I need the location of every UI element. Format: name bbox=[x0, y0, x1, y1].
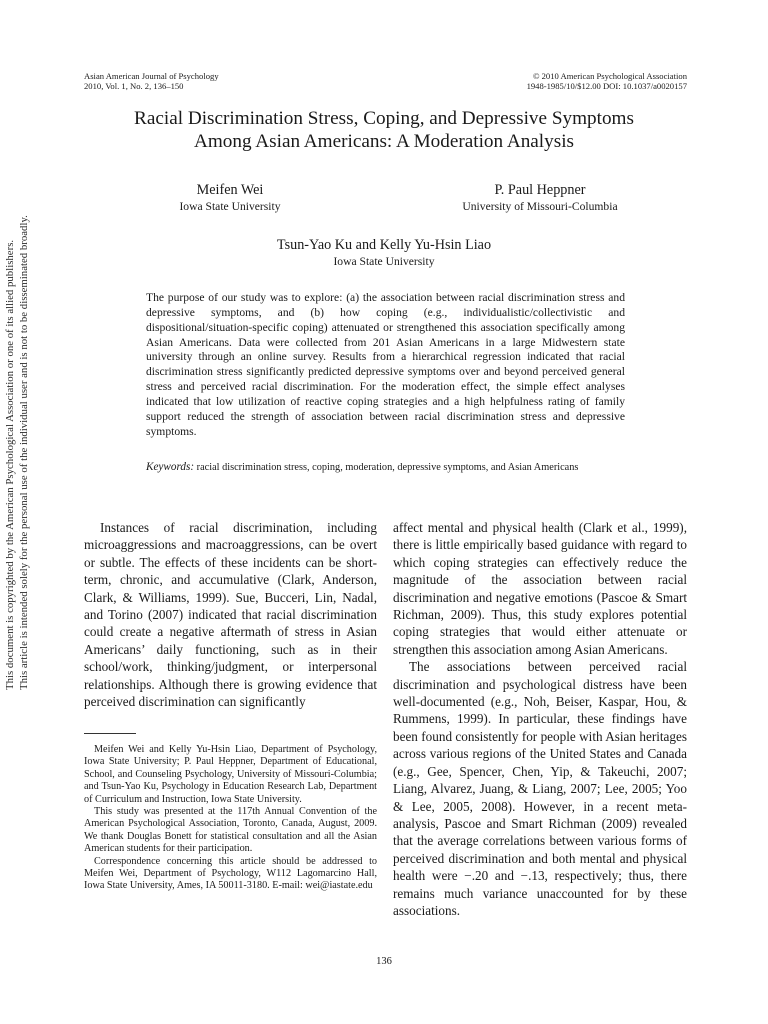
body-column-left bbox=[84, 519, 377, 710]
doi-line: 1948-1985/10/$12.00 DOI: 10.1037/a0020157 bbox=[526, 81, 687, 91]
running-header-right bbox=[527, 71, 687, 91]
body-paragraph: affect mental and physical health (Clark et al., 1999), there is little empirically based guidance with regard to which coping strategies can effectively reduce the magnitude of the association between racial discrimination and negative emotions (Pascoe & Smart Richman, 2009). Thus, this study explores potential coping strategies that would either attenuate or strengthen this association among Asian Americans. bbox=[393, 520, 687, 657]
author-affiliation: Iowa State University bbox=[333, 255, 435, 268]
keywords-label: Keywords: bbox=[146, 461, 195, 473]
keywords-text: racial discrimination stress, coping, moderation, depressive symptoms, and Asian Americans bbox=[196, 462, 579, 473]
running-header-left bbox=[84, 71, 219, 91]
author-affiliation: University of Missouri-Columbia bbox=[462, 200, 618, 213]
page-number: 136 bbox=[376, 956, 392, 967]
author-name: Tsun-Yao Ku and Kelly Yu-Hsin Liao bbox=[276, 237, 492, 253]
footnote: Meifen Wei and Kelly Yu-Hsin Liao, Department of Psychology, Iowa State University; P. Paul Heppner, Department of Educational, School, and Counseling Psychology, University of Missouri-Columbia; and Tsun-Yao Ku, Psychology in Education Research Lab, Department of Curriculum and Instruction, Iowa State University. bbox=[84, 744, 377, 805]
author-name: Meifen Wei bbox=[196, 182, 264, 198]
title-line-1: Racial Discrimination Stress, Coping, and Depressive Symptoms bbox=[134, 108, 634, 129]
abstract: The purpose of our study was to explore: (a) the association between racial discrimination stress and depressive symptoms, and (b) how coping (e.g., individualistic/collectivistic and dispositional/situation-specific coping) attenuated or strengthened this association specifically among Asian Americans. Data were collected from 201 Asian Americans in a large Midwestern state university through an online survey. Results from a hierarchical regression indicated that racial discrimination stress significantly predicted depressive symptoms over and beyond perceived general stress and perceived racial discrimination. For the moderation effect, the simple effect analyses indicated that low utilization of reactive coping strategies and a high helpfulness rating of family support reduced the strength of association between racial discrimination stress and depressive symptoms. bbox=[146, 291, 625, 438]
body-paragraph: Instances of racial discrimination, including microaggressions and macroaggressions, can be overt or subtle. The effects of these incidents can be short-term, chronic, and accumulative (Clark, Anderson, Clark, & Williams, 1999). Sue, Bucceri, Lin, Nadal, and Torino (2007) indicated that racial discrimination could create a negative aftermath of stress in Asian Americans’ daily functioning, such as in their school/work, thinking/judgment, or interpersonal relationships. Although there is growing evidence that perceived discrimination can significantly bbox=[84, 520, 377, 710]
side-notice-line-1: This document is copyrighted by the American Psychological Association or one of its allied publishers. bbox=[4, 239, 16, 690]
copyright-line: © 2010 American Psychological Association bbox=[532, 71, 687, 81]
author-name: P. Paul Heppner bbox=[494, 182, 586, 198]
body-column-right bbox=[393, 519, 687, 919]
author-block-1 bbox=[150, 181, 310, 214]
body-paragraph: The associations between perceived racial discrimination and psychological distress have been well-documented (e.g., Noh, Beiser, Kaspar, Hou, & Rummens, 1999). In particular, these findings have been found consistently for people with Asian heritages across various regions of the United States and Canada (e.g., Gee, Spencer, Chen, Yip, & Takeuchi, 2007; Liang, Alvarez, Juang, & Liang, 2007; Lee, 2005; Yoo & Lee, 2005, 2008). However, in a recent meta-analysis, Pascoe and Smart Richman (2009) revealed that the average correlations between various forms of perceived discrimination and both mental and physical health were −.20 and −.13, respectively; thus, there remains much variance unaccounted for by these associations. bbox=[393, 659, 687, 918]
journal-citation: 2010, Vol. 1, No. 2, 136–150 bbox=[84, 81, 184, 91]
author-note bbox=[84, 744, 377, 893]
footnote: This study was presented at the 117th Annual Convention of the American Psychological Association, Toronto, Canada, August, 2009. We thank Douglas Bonett for statistical consultation and all the Asian American students for their participation. bbox=[84, 806, 377, 855]
footnote: Correspondence concerning this article should be addressed to Meifen Wei, Department of Psychology, W112 Lagomarcino Hall, Iowa State University, Ames, IA 50011-3180. E-mail: wei@iastate.edu bbox=[84, 855, 377, 892]
side-notice-line-2: This article is intended solely for the personal use of the individual user and is not to be disseminated broadly. bbox=[17, 215, 30, 690]
journal-name: Asian American Journal of Psychology bbox=[84, 71, 219, 81]
author-block-2 bbox=[430, 181, 650, 214]
title-line-2: Among Asian Americans: A Moderation Analysis bbox=[194, 131, 574, 152]
keywords bbox=[146, 460, 625, 475]
author-affiliation: Iowa State University bbox=[179, 200, 281, 213]
article-title bbox=[70, 107, 698, 153]
footnote-divider bbox=[84, 733, 136, 734]
author-block-3 bbox=[200, 236, 568, 269]
